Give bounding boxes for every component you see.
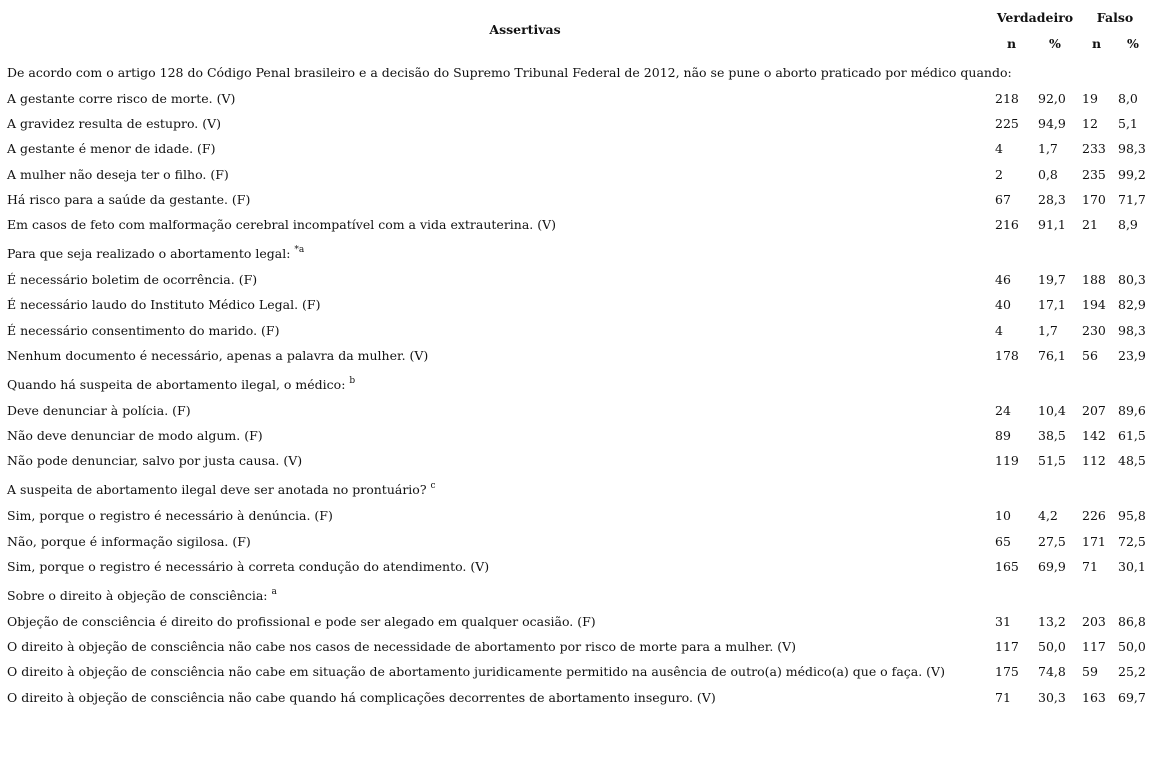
- falso-pct-cell: 82,9: [1118, 297, 1146, 313]
- verdadeiro-n-cell: 175: [995, 664, 1019, 680]
- falso-pct-cell: 25,2: [1118, 664, 1146, 680]
- verdadeiro-n-cell: 31: [995, 614, 1011, 629]
- table-row: [0, 448, 1157, 473]
- assertion-text: [7, 423, 263, 448]
- verdadeiro-n-cell: 119: [995, 453, 1019, 469]
- table-row: [0, 685, 1157, 710]
- falso-n-cell: 163: [1082, 689, 1106, 705]
- falso-n-cell: 170: [1082, 191, 1106, 207]
- assertion-text: [7, 86, 235, 111]
- section-text: [7, 579, 277, 613]
- table-row: [0, 343, 1157, 368]
- falso-n-cell: 117: [1082, 639, 1106, 655]
- falso-n-cell: 71: [1082, 558, 1098, 574]
- verdadeiro-n-cell: 4: [995, 141, 1003, 157]
- row-label: Sim, porque o registro é necessário à denúncia. (F): [7, 508, 333, 524]
- verdadeiro-pct-cell: 17,1: [1038, 297, 1066, 313]
- falso-n-cell: 19: [1082, 91, 1098, 106]
- assertion-text: [7, 292, 320, 317]
- verdadeiro-pct-cell: 1,7: [1038, 141, 1058, 157]
- verdadeiro-pct-cell: 91,1: [1038, 216, 1066, 232]
- table-row: [0, 398, 1157, 423]
- verdadeiro-n-cell: 24: [995, 402, 1011, 418]
- falso-n-cell: 56: [1082, 347, 1098, 363]
- falso-pct-cell: 95,8: [1118, 508, 1146, 524]
- table-row: [0, 554, 1157, 579]
- row-label: Não pode denunciar, salvo por justa causa. (V): [7, 453, 303, 469]
- falso-n-cell: 142: [1082, 428, 1106, 444]
- footnote-marker: *a: [294, 245, 305, 256]
- falso-pct-cell: 72,5: [1118, 533, 1146, 549]
- table-row: [0, 136, 1157, 161]
- row-label: Objeção de consciência é direito do profissional e pode ser alegado em qualquer ocasião. (F): [7, 614, 596, 629]
- row-label: Para que seja realizado o abortamento legal:: [7, 246, 295, 262]
- assertion-text: [7, 318, 279, 343]
- verdadeiro-pct-cell: 38,5: [1038, 428, 1066, 444]
- verdadeiro-pct-cell: 27,5: [1038, 533, 1066, 549]
- falso-pct-cell: 89,6: [1118, 402, 1146, 418]
- verdadeiro-n-cell: 40: [995, 297, 1011, 313]
- row-label: A gravidez resulta de estupro. (V): [7, 116, 222, 132]
- verdadeiro-pct-cell: 13,2: [1038, 614, 1066, 629]
- falso-pct-cell: 99,2: [1118, 166, 1146, 182]
- assertion-text: [7, 448, 302, 473]
- falso-n-cell: 203: [1082, 614, 1106, 629]
- row-label: De acordo com o artigo 128 do Código Penal brasileiro e a decisão do Supremo Tribunal Federal de 2012, não se pune o aborto praticado por médico quando:: [7, 65, 1012, 80]
- table-row: [0, 609, 1157, 634]
- section-heading: [0, 579, 1157, 609]
- falso-n-cell: 188: [1082, 272, 1106, 288]
- row-label: Deve denunciar à polícia. (F): [7, 402, 191, 418]
- verdadeiro-pct-cell: 4,2: [1038, 508, 1058, 524]
- falso-pct-cell: 80,3: [1118, 272, 1146, 288]
- falso-n-cell: 171: [1082, 533, 1106, 549]
- section-heading: [0, 237, 1157, 267]
- falso-n-cell: 207: [1082, 402, 1106, 418]
- verdadeiro-pct-cell: 94,9: [1038, 116, 1066, 132]
- table-row: [0, 187, 1157, 212]
- header-f-pct: %: [1127, 36, 1139, 51]
- assertion-text: [7, 267, 257, 292]
- falso-pct-cell: 69,7: [1118, 689, 1146, 705]
- assertion-text: [7, 162, 229, 187]
- verdadeiro-n-cell: 216: [995, 216, 1019, 232]
- assertion-text: [7, 554, 489, 579]
- falso-pct-cell: 86,8: [1118, 614, 1146, 629]
- verdadeiro-pct-cell: 0,8: [1038, 166, 1058, 182]
- assertion-text: [7, 398, 191, 423]
- table-row: [0, 86, 1157, 111]
- assertion-text: [7, 503, 333, 528]
- verdadeiro-pct-cell: 19,7: [1038, 272, 1066, 288]
- verdadeiro-n-cell: 10: [995, 508, 1011, 524]
- falso-n-cell: 233: [1082, 141, 1106, 157]
- falso-pct-cell: 48,5: [1118, 453, 1146, 469]
- falso-n-cell: 21: [1082, 216, 1098, 232]
- row-label: O direito à objeção de consciência não cabe em situação de abortamento juridicamente permitido na ausência de outro(a) médico(a) que o faça. (V): [7, 664, 945, 680]
- verdadeiro-n-cell: 178: [995, 347, 1019, 363]
- header-v-pct: %: [1049, 36, 1061, 51]
- row-label: É necessário boletim de ocorrência. (F): [7, 272, 258, 288]
- section-text: [7, 237, 304, 271]
- falso-n-cell: 59: [1082, 664, 1098, 680]
- falso-pct-cell: 61,5: [1118, 428, 1146, 444]
- verdadeiro-pct-cell: 30,3: [1038, 689, 1066, 705]
- falso-n-cell: 112: [1082, 453, 1106, 469]
- verdadeiro-n-cell: 165: [995, 558, 1019, 574]
- table-row: [0, 292, 1157, 317]
- header-v-n: n: [1007, 36, 1017, 51]
- row-label: Não, porque é informação sigilosa. (F): [7, 533, 251, 549]
- section-heading: [0, 56, 1157, 86]
- assertion-text: [7, 111, 221, 136]
- verdadeiro-n-cell: 46: [995, 272, 1011, 288]
- falso-pct-cell: 30,1: [1118, 558, 1146, 574]
- verdadeiro-n-cell: 117: [995, 639, 1019, 655]
- verdadeiro-pct-cell: 10,4: [1038, 402, 1066, 418]
- verdadeiro-n-cell: 65: [995, 533, 1011, 549]
- table-body: [0, 56, 1157, 710]
- assertion-text: [7, 529, 251, 554]
- table-row: [0, 318, 1157, 343]
- row-label: O direito à objeção de consciência não cabe nos casos de necessidade de abortamento por risco de morte para a mulher. (V): [7, 639, 797, 655]
- verdadeiro-n-cell: 225: [995, 116, 1019, 132]
- verdadeiro-n-cell: 4: [995, 322, 1003, 338]
- row-label: Não deve denunciar de modo algum. (F): [7, 428, 263, 444]
- footnote-marker: c: [430, 481, 436, 492]
- assertion-text: [7, 187, 250, 212]
- section-text: [7, 368, 355, 402]
- falso-pct-cell: 98,3: [1118, 141, 1146, 157]
- row-label: A suspeita de abortamento ilegal deve ser anotada no prontuário?: [7, 482, 431, 498]
- falso-pct-cell: 8,9: [1118, 216, 1138, 232]
- row-label: A gestante é menor de idade. (F): [7, 141, 216, 157]
- falso-pct-cell: 8,0: [1118, 91, 1138, 106]
- table-row: [0, 634, 1157, 659]
- verdadeiro-n-cell: 89: [995, 428, 1011, 444]
- section-text: [7, 473, 436, 507]
- row-label: É necessário consentimento do marido. (F): [7, 322, 280, 338]
- verdadeiro-pct-cell: 92,0: [1038, 91, 1066, 106]
- table-row: [0, 111, 1157, 136]
- falso-pct-cell: 23,9: [1118, 347, 1146, 363]
- footnote-marker: b: [349, 375, 356, 386]
- verdadeiro-pct-cell: 76,1: [1038, 347, 1066, 363]
- falso-n-cell: 226: [1082, 508, 1106, 524]
- falso-n-cell: 235: [1082, 166, 1106, 182]
- assertion-text: [7, 634, 796, 659]
- falso-n-cell: 12: [1082, 116, 1098, 132]
- table-header: [0, 0, 1157, 56]
- row-label: Sim, porque o registro é necessário à correta condução do atendimento. (V): [7, 558, 490, 574]
- row-label: Sobre o direito à objeção de consciência:: [7, 588, 272, 603]
- assertion-text: [7, 212, 556, 237]
- footnote-marker: a: [271, 587, 277, 597]
- assertion-text: [7, 343, 428, 368]
- verdadeiro-pct-cell: 51,5: [1038, 453, 1066, 469]
- header-verdadeiro: Verdadeiro: [996, 10, 1074, 25]
- assertion-text: [7, 685, 716, 710]
- section-text: [7, 56, 1012, 90]
- table-row: [0, 503, 1157, 528]
- verdadeiro-pct-cell: 50,0: [1038, 639, 1066, 655]
- verdadeiro-n-cell: 71: [995, 689, 1011, 705]
- section-heading: [0, 473, 1157, 503]
- verdadeiro-n-cell: 2: [995, 166, 1003, 182]
- verdadeiro-pct-cell: 69,9: [1038, 558, 1066, 574]
- falso-pct-cell: 71,7: [1118, 191, 1146, 207]
- row-label: A mulher não deseja ter o filho. (F): [7, 166, 229, 182]
- section-heading: [0, 368, 1157, 398]
- assertion-text: [7, 136, 215, 161]
- row-label: Quando há suspeita de abortamento ilegal, o médico:: [7, 376, 350, 392]
- header-f-n: n: [1092, 36, 1102, 51]
- falso-n-cell: 194: [1082, 297, 1106, 313]
- table-row: [0, 162, 1157, 187]
- assertion-text: [7, 659, 945, 684]
- verdadeiro-pct-cell: 1,7: [1038, 322, 1058, 338]
- row-label: O direito à objeção de consciência não cabe quando há complicações decorrentes de abortamento inseguro. (V): [7, 689, 716, 705]
- row-label: É necessário laudo do Instituto Médico Legal. (F): [7, 297, 321, 313]
- table-row: [0, 267, 1157, 292]
- table-row: [0, 659, 1157, 684]
- verdadeiro-n-cell: 218: [995, 91, 1019, 106]
- row-label: Há risco para a saúde da gestante. (F): [7, 191, 251, 207]
- falso-n-cell: 230: [1082, 322, 1106, 338]
- table-row: [0, 423, 1157, 448]
- verdadeiro-pct-cell: 28,3: [1038, 191, 1066, 207]
- header-falso: Falso: [1096, 10, 1134, 25]
- row-label: Em casos de feto com malformação cerebral incompatível com a vida extrauterina. (V): [7, 216, 557, 232]
- falso-pct-cell: 5,1: [1118, 116, 1138, 132]
- table-row: [0, 529, 1157, 554]
- verdadeiro-pct-cell: 74,8: [1038, 664, 1066, 680]
- assertion-text: [7, 609, 596, 634]
- header-assertivas: Assertivas: [489, 22, 561, 37]
- row-label: Nenhum documento é necessário, apenas a palavra da mulher. (V): [7, 347, 429, 363]
- falso-pct-cell: 98,3: [1118, 322, 1146, 338]
- verdadeiro-n-cell: 67: [995, 191, 1011, 207]
- falso-pct-cell: 50,0: [1118, 639, 1146, 655]
- row-label: A gestante corre risco de morte. (V): [7, 91, 236, 106]
- table-row: [0, 212, 1157, 237]
